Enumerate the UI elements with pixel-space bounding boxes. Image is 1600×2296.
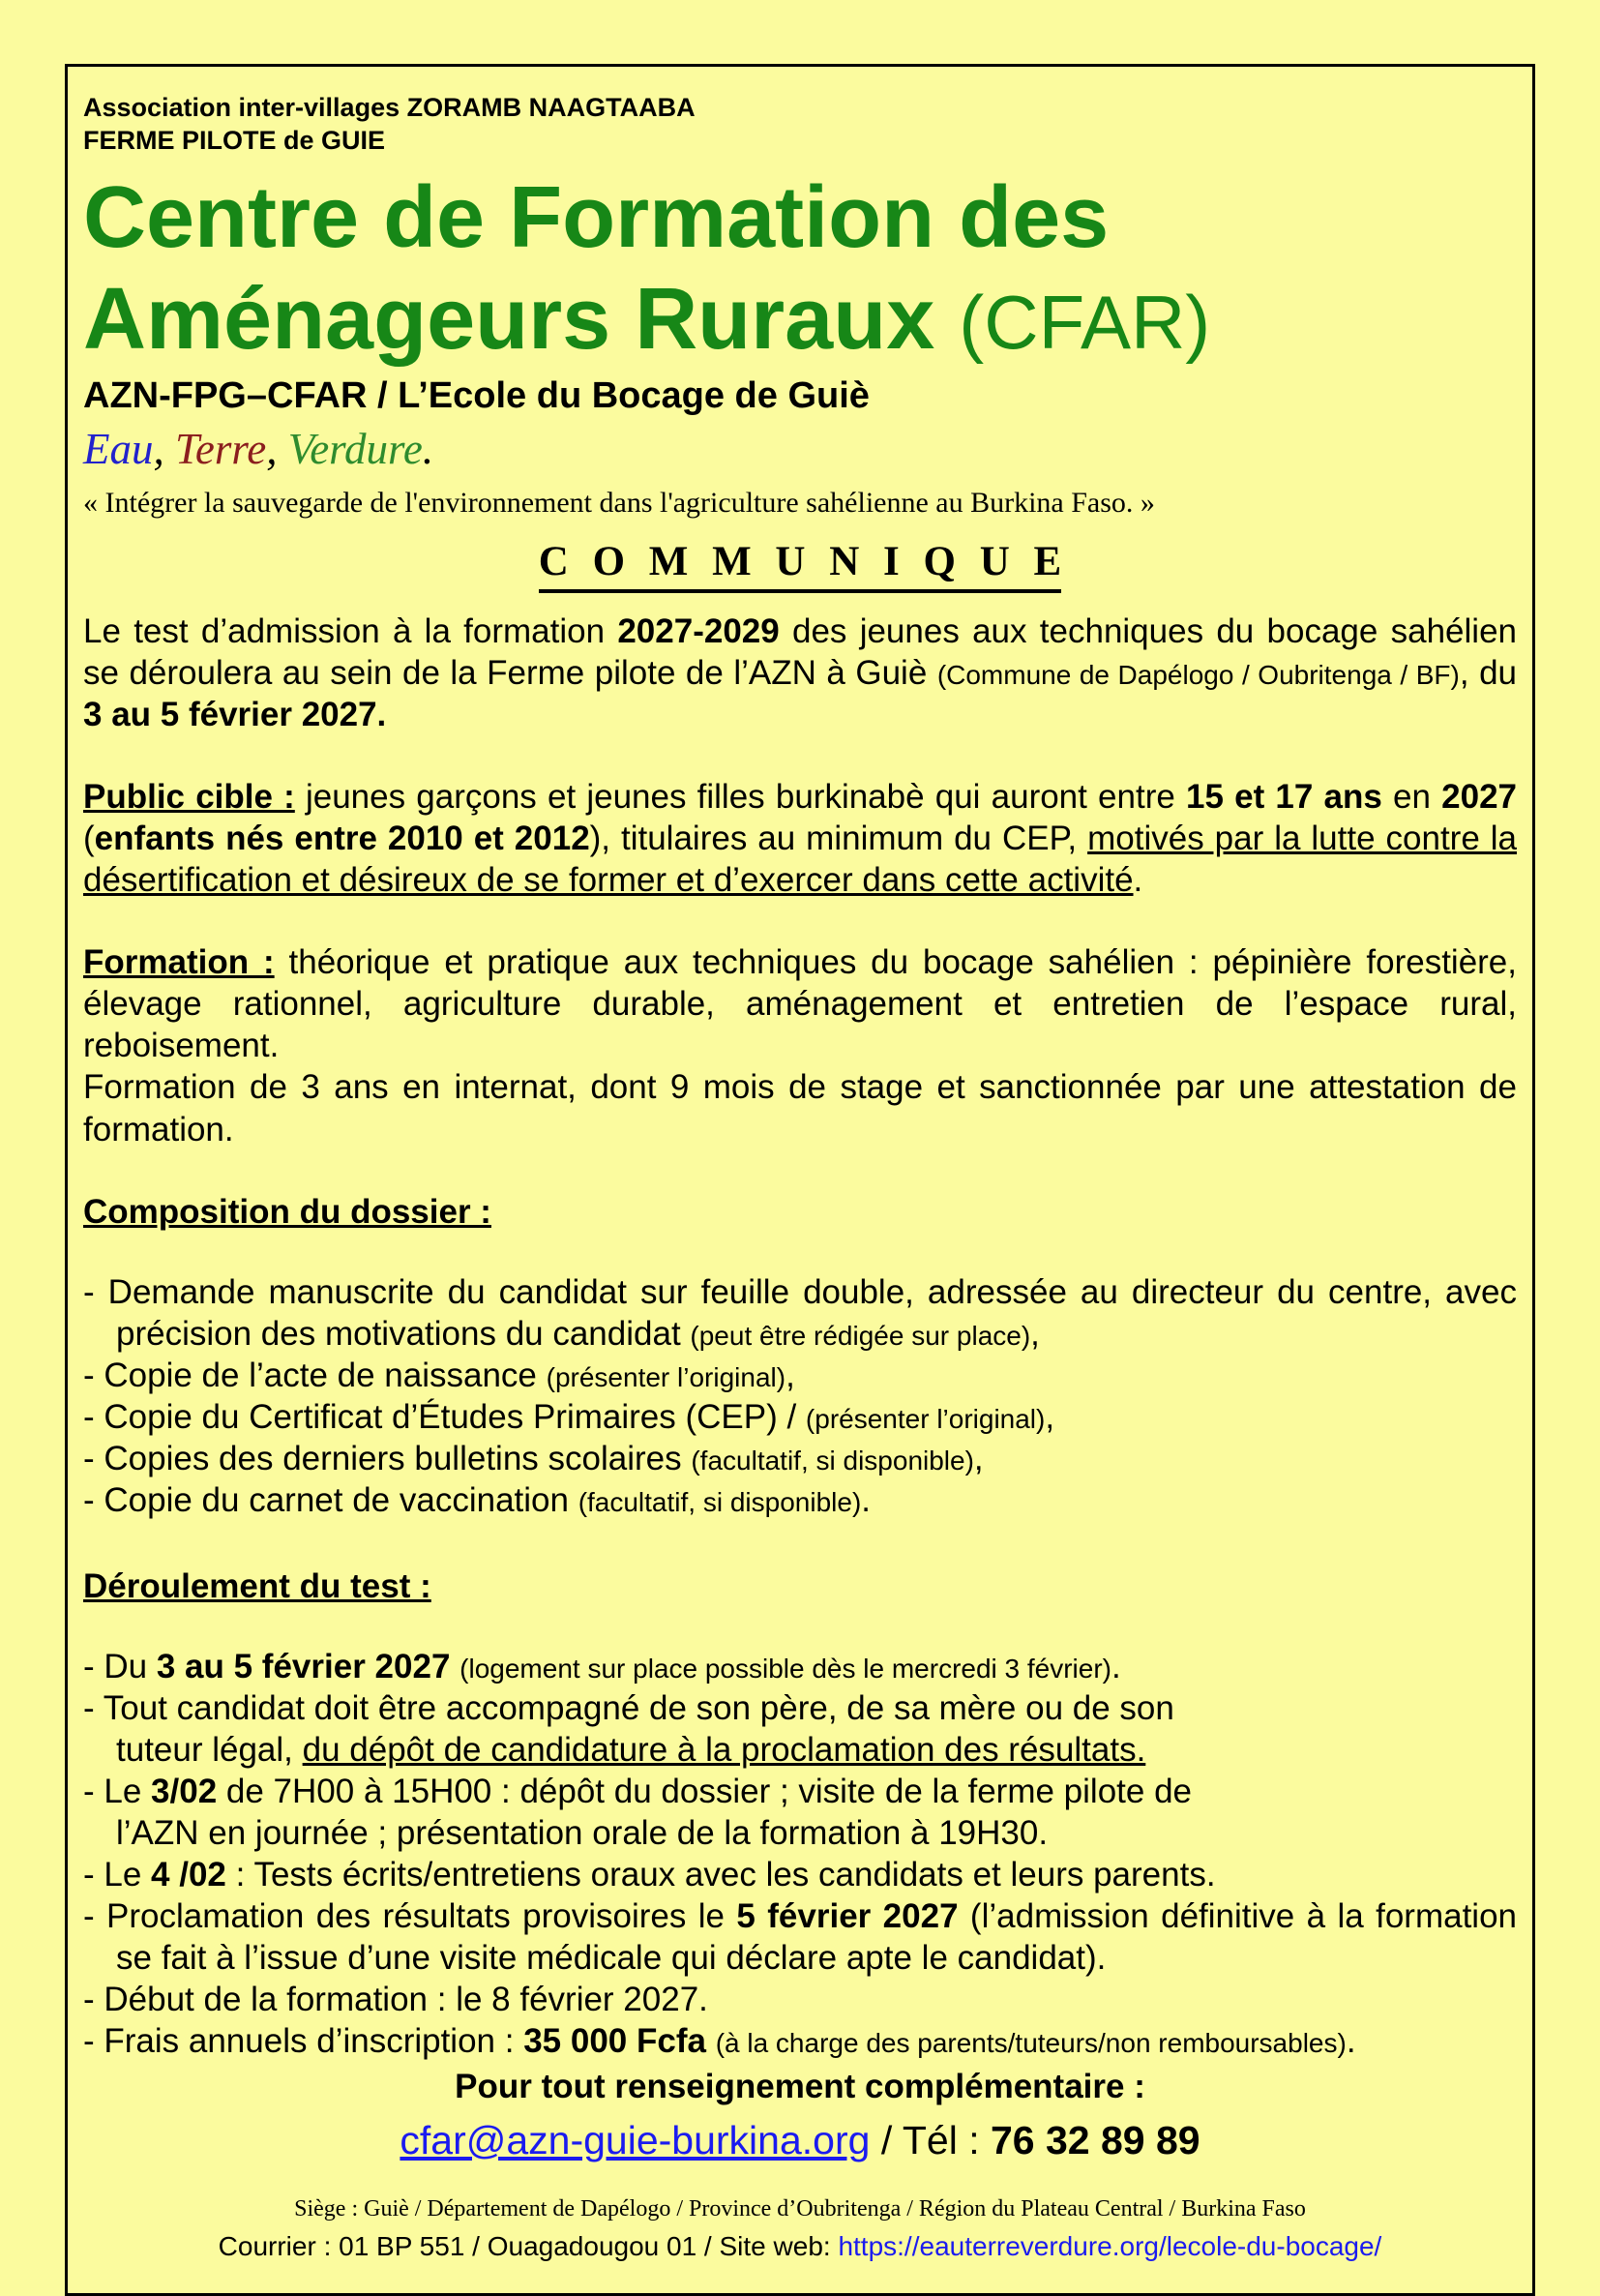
text-segment: . (1111, 1647, 1121, 1685)
text-segment: des jeunes aux techniques du bocage sahélien se déroulera au sein de la Ferme pilote de l’AZN à Guiè (83, 612, 1517, 693)
list-item (83, 1687, 1517, 1771)
title-line2: Aménageurs Ruraux (83, 270, 935, 368)
text-segment: . (1346, 2022, 1356, 2061)
text-segment: , du (1459, 654, 1517, 693)
text-segment (450, 1648, 459, 1685)
test-list (83, 1646, 1517, 2062)
text-segment: - Copie du carnet de vaccination (83, 1480, 578, 1519)
text-segment: , (1045, 1397, 1055, 1436)
communique-text: C O M M U N I Q U E (539, 537, 1061, 593)
text-segment: (présenter l’original) (805, 1403, 1046, 1434)
website-link[interactable]: https://eauterreverdure.org/lecole-du-bocage/ (838, 2230, 1382, 2261)
text-segment: jeunes garçons et jeunes filles burkinabè qui auront entre (294, 778, 1187, 817)
text-segment: l’AZN en journée ; présentation orale de la formation à 19H30. (116, 1814, 1049, 1853)
text-segment: (l’admission définitive à la formation se fait à l’issue d’une visite médicale qui déclare apte le candidat). (116, 1897, 1517, 1978)
text-segment: 15 et 17 ans (1186, 778, 1382, 817)
text-segment: - Copies des derniers bulletins scolaires (83, 1439, 692, 1477)
text-segment: - Copie de l’acte de naissance (83, 1356, 547, 1394)
text-segment: du dépôt de candidature à la proclamation des résultats. (302, 1731, 1146, 1770)
text-segment (706, 2022, 716, 2060)
text-segment: , (973, 1439, 984, 1477)
list-item (83, 1396, 1517, 1438)
list-item (83, 1771, 1517, 1854)
document-footer (83, 2194, 1517, 2264)
text-segment: ( (83, 820, 95, 858)
document-body (83, 611, 1517, 2165)
text-segment: 2027-2029 (617, 612, 780, 651)
motto (83, 425, 1517, 475)
communique-heading (83, 537, 1517, 593)
section-heading-deroulement: Déroulement du test : (83, 1566, 431, 1605)
text-segment: 2027 (1441, 778, 1518, 817)
org-name: Association inter-villages ZORAMB NAAGTAABA (83, 93, 696, 122)
text-segment: enfants nés entre 2010 et 2012 (94, 820, 590, 858)
text-segment: , (1030, 1314, 1040, 1353)
text-segment: 76 32 89 89 (990, 2118, 1200, 2163)
intro-paragraph (83, 611, 1517, 735)
list-item (83, 1646, 1517, 1687)
text-segment: - Le (83, 1773, 152, 1811)
text-segment: 5 février 2027 (736, 1897, 959, 1936)
text-segment: Courrier : 01 BP 551 / Ouagadougou 01 / Site web: (218, 2230, 839, 2261)
text-segment: 3 au 5 février 2027. (83, 696, 387, 734)
text-segment: (à la charge des parents/tuteurs/non remboursables) (715, 2028, 1347, 2059)
dossier-list (83, 1271, 1517, 1521)
text-segment: , (153, 424, 175, 473)
public-cible-paragraph (83, 776, 1517, 901)
text-segment: tuteur légal, (116, 1731, 303, 1770)
contact-heading: Pour tout renseignement complémentaire : (455, 2068, 1145, 2106)
text-segment: Le test d’admission à la formation (83, 612, 618, 651)
text-segment: (Commune de Dapélogo / Oubritenga / BF) (936, 660, 1460, 691)
list-item (83, 1979, 1517, 2020)
text-segment: (facultatif, si disponible) (691, 1445, 974, 1476)
text-segment: 3 au 5 février 2027 (156, 1647, 451, 1685)
text-segment: - Début de la formation : le 8 février 2027. (83, 1981, 708, 2019)
text-segment: Public cible : (83, 778, 295, 817)
org-site: FERME PILOTE de GUIE (83, 125, 386, 155)
text-segment: de 7H00 à 15H00 : dépôt du dossier ; visite de la ferme pilote de (217, 1773, 1193, 1811)
list-item (83, 1854, 1517, 1895)
list-item (83, 1479, 1517, 1521)
communique-document (65, 64, 1535, 2296)
text-segment: Eau (83, 424, 154, 473)
text-segment: . (861, 1480, 871, 1519)
text-segment: , (266, 424, 288, 473)
text-segment: Formation : (83, 943, 275, 982)
text-segment: , (785, 1356, 795, 1394)
contact-line (83, 2116, 1517, 2165)
text-segment: - Copie du Certificat d’Études Primaires (CEP) / (83, 1397, 806, 1436)
document-header (83, 92, 1517, 593)
text-segment: Verdure (287, 424, 423, 473)
formation-paragraph (83, 941, 1517, 1149)
text-segment: 35 000 Fcfa (523, 2022, 706, 2061)
footer-address: Siège : Guiè / Département de Dapélogo / Province d’Oubritenga / Région du Plateau Central / Burkina Faso (294, 2196, 1306, 2222)
text-segment: - Tout candidat doit être accompagné de son père, de sa mère ou de son (83, 1688, 1174, 1727)
text-segment: (présenter l’original) (546, 1361, 786, 1392)
text-segment: (logement sur place possible dès le mercredi 3 février) (459, 1653, 1112, 1684)
text-segment: - Le (83, 1856, 152, 1894)
text-segment: 3/02 (151, 1773, 218, 1811)
text-segment: . (422, 424, 434, 473)
text-segment: Terre (175, 424, 267, 473)
text-segment: théorique et pratique aux techniques du bocage sahélien : pépinière forestière, élevage rationnel, agriculture durable, aménagement et entretien de l’espace rural, reboisement. (83, 943, 1518, 1065)
text-segment: . (1133, 861, 1143, 900)
title-acronym: (CFAR) (959, 279, 1211, 365)
text-segment: (facultatif, si disponible) (578, 1486, 862, 1517)
list-item (83, 1355, 1517, 1396)
list-item (83, 2020, 1517, 2062)
mission-quote: « Intégrer la sauvegarde de l'environnement dans l'agriculture sahélienne au Burkina Faso. » (83, 487, 1155, 520)
text-segment: / Tél : (870, 2118, 991, 2163)
text-segment: ), titulaires au minimum du CEP, (589, 820, 1088, 858)
text-segment: - Frais annuels d’inscription : (83, 2022, 524, 2061)
text-segment: (peut être rédigée sur place) (690, 1320, 1031, 1351)
section-heading-composition: Composition du dossier : (83, 1192, 491, 1231)
text-segment: - Demande manuscrite du candidat sur feuille double, adressée au directeur du centre, avec précision des motivations du candidat (83, 1272, 1517, 1353)
text-segment: : Tests écrits/entretiens oraux avec les candidats et leurs parents. (225, 1856, 1216, 1894)
text-segment: Formation de 3 ans en internat, dont 9 mois de stage et sanctionnée par une attestation de formation. (83, 1068, 1517, 1148)
footer-contact (83, 2229, 1517, 2264)
list-item (83, 1271, 1517, 1355)
list-item (83, 1895, 1517, 1979)
text-segment: - Du (83, 1647, 157, 1685)
text-segment: motivés par la lutte contre la désertification et désireux de se former et d’exercer dans cette activité (83, 820, 1517, 900)
text-segment: 4 /02 (151, 1856, 226, 1894)
list-item (83, 1438, 1517, 1479)
page-title (83, 167, 1517, 372)
school-subtitle: AZN-FPG–CFAR / L’Ecole du Bocage de Guiè (83, 375, 870, 417)
email-link[interactable]: cfar@azn-guie-burkina.org (400, 2118, 871, 2163)
text-segment: en (1381, 778, 1442, 817)
title-line1: Centre de Formation des (83, 168, 1110, 266)
text-segment: - Proclamation des résultats provisoires le (83, 1897, 737, 1936)
